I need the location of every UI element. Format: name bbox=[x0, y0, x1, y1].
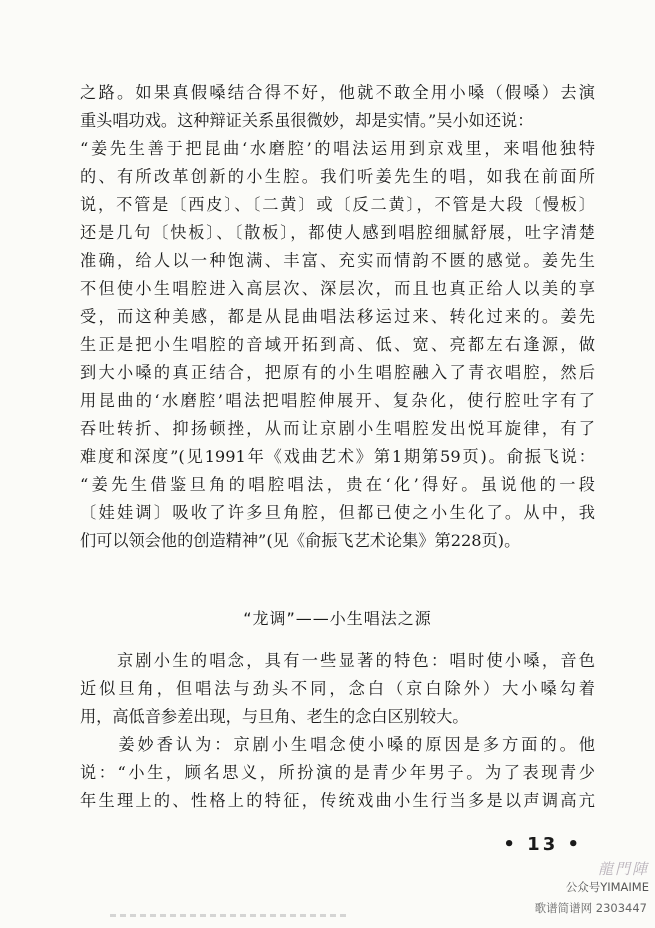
text-line: “姜先生善于把昆曲‘水磨腔’的唱法运用到京戏里，来唱他独特 bbox=[80, 139, 595, 158]
text-line: 们可以领会他的创造精神”(见《俞振飞艺术论集》第228页)。 bbox=[80, 531, 521, 550]
text-line: 姜妙香认为：京剧小生唱念使小嗓的原因是多方面的。他 bbox=[80, 735, 595, 754]
text-line: 难度和深度”(见1991年《戏曲艺术》第1期第59页)。俞振飞说： bbox=[80, 447, 595, 466]
text-line: 用，高低音参差出现，与旦角、老生的念白区别较大。 bbox=[80, 707, 469, 726]
text-line: 〔娃娃调〕吸收了许多旦角腔，但都已使之小生化了。从中，我 bbox=[80, 503, 595, 522]
section-heading: “龙调”——小生唱法之源 bbox=[243, 609, 432, 628]
text-line: 京剧小生的唱念，具有一些显著的特色：唱时使小嗓，音色 bbox=[80, 651, 595, 670]
text-line: 之路。如果真假嗓结合得不好，他就不敢全用小嗓（假嗓）去演 bbox=[80, 83, 595, 102]
text-line: “姜先生借鉴旦角的唱腔唱法，贵在‘化’得好。虽说他的一段 bbox=[80, 475, 595, 494]
text-line: 的、有所改革创新的小生腔。我们听姜先生的唱，如我在前面所 bbox=[80, 167, 595, 186]
scan-smudge bbox=[110, 914, 350, 917]
text-line: 吞吐转折、抑扬顿挫，从而让京剧小生唱腔发出悦耳旋律，有了 bbox=[80, 419, 595, 438]
watermark-logo: 龍門陣 bbox=[597, 860, 649, 878]
text-line: 生正是把小生唱腔的音域开拓到高、低、宽、亮都左右逢源，做 bbox=[80, 335, 595, 354]
text-line: 用昆曲的‘水磨腔’唱法把唱腔伸展开、复杂化，使行腔吐字有了 bbox=[80, 391, 595, 410]
watermark-site: 歌谱简谱网 2303447 bbox=[534, 901, 647, 915]
watermark-brand: 公众号YIMAIME bbox=[565, 880, 649, 894]
text-line: 受，而这种美感，都是从昆曲唱法移运过来、转化过来的。姜先 bbox=[80, 307, 595, 326]
text-line: 说：“小生，顾名思义，所扮演的是青少年男子。为了表现青少 bbox=[80, 763, 595, 782]
body-text-block-2 bbox=[80, 647, 595, 815]
page-number: • 13 • bbox=[503, 834, 582, 855]
text-line: 年生理上的、性格上的特征，传统戏曲小生行当多是以声调高亢 bbox=[80, 791, 595, 810]
text-line: 到大小嗓的真正结合，把原有的小生唱腔融入了青衣唱腔，然后 bbox=[80, 363, 595, 382]
text-line: 近似旦角，但唱法与劲头不同，念白（京白除外）大小嗓勾着 bbox=[80, 679, 595, 698]
text-line: 准确，给人以一种饱满、丰富、充实而情韵不匮的感觉。姜先生 bbox=[80, 251, 595, 270]
text-line: 重头唱功戏。这种辩证关系虽很微妙，却是实情。”吴小如还说： bbox=[80, 111, 534, 130]
text-line: 还是几句〔快板〕、〔散板〕，都使人感到唱腔细腻舒展，吐字清楚 bbox=[80, 223, 595, 242]
text-line: 说，不管是〔西皮〕、〔二黄〕或〔反二黄〕，不管是大段〔慢板〕 bbox=[80, 195, 595, 214]
body-text-block-1 bbox=[80, 79, 595, 555]
text-line: 不但使小生唱腔进入高层次、深层次，而且也真正给人以美的享 bbox=[80, 279, 595, 298]
